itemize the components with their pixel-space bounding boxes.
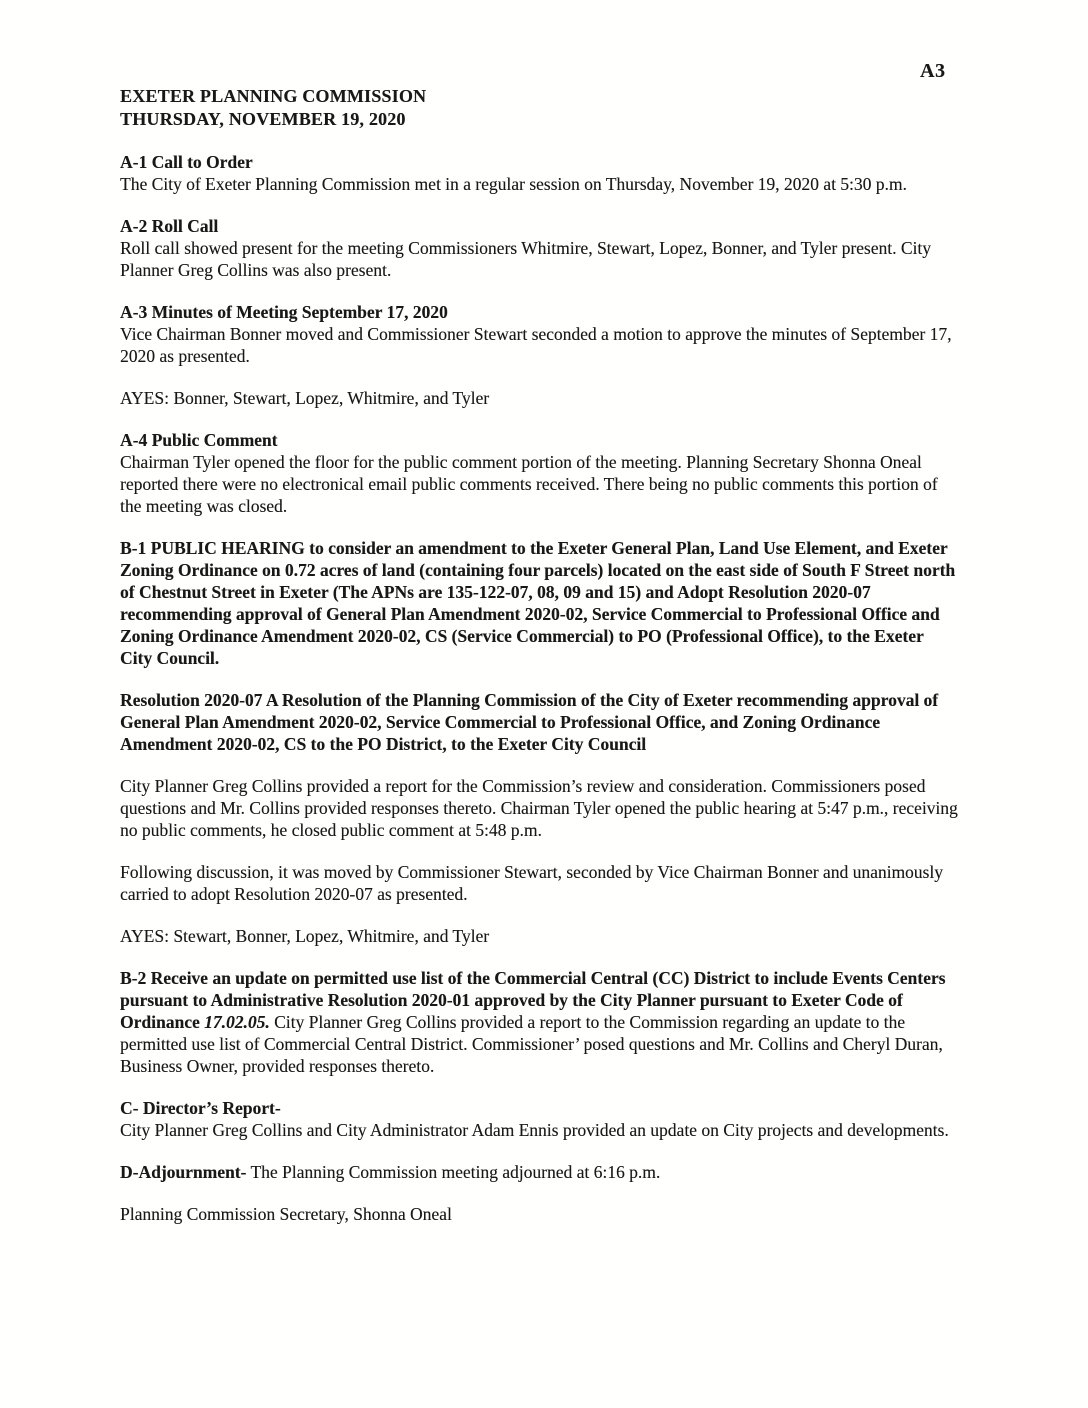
ayes-line-resolution-vote: AYES: Stewart, Bonner, Lopez, Whitmire, and Tyler [120,926,490,946]
section-c-heading: C- Director’s Report- [120,1098,281,1118]
section-a4-heading: A-4 Public Comment [120,430,278,450]
section-b2-paragraph: B-2 Receive an update on permitted use list of the Commercial Central (CC) District to include Events Centers pursuant to Administrative Resolution 2020-01 approved by the City Planner pursuant to Exeter Code of Ordinance 17.02.05. City Planner Greg Collins provided a report to the Commission regarding an update to the permitted use list of Commercial Central District. Commissioner’ posed questions and Mr. Collins and Cheryl Duran, Business Owner, provided responses thereto. [120,968,946,1076]
section-a1-paragraph: The City of Exeter Planning Commission met in a regular session on Thursday, November 19, 2020 at 5:30 p.m. [120,174,907,194]
section-a3-paragraph: Vice Chairman Bonner moved and Commissioner Stewart seconded a motion to approve the minutes of September 17, 2020 as presented. [120,324,952,366]
document-body [120,151,958,1225]
section-a3-heading: A-3 Minutes of Meeting September 17, 2020 [120,302,448,322]
section-d-adjournment: D-Adjournment- The Planning Commission meeting adjourned at 6:16 p.m. [120,1162,661,1182]
section-a4-paragraph: Chairman Tyler opened the floor for the public comment portion of the meeting. Planning Secretary Shonna Oneal reported there were no electronical email public comments received. There being no public comments this portion of the meeting was closed. [120,452,938,516]
resolution-2020-07-paragraph: Resolution 2020-07 A Resolution of the Planning Commission of the City of Exeter recommending approval of General Plan Amendment 2020-02, Service Commercial to Professional Office, and Zoning Ordinance Amendment 2020-02, CS to the PO District, to the Exeter City Council [120,690,939,754]
section-a2-paragraph: Roll call showed present for the meeting Commissioners Whitmire, Stewart, Lopez, Bonner, and Tyler present. City Planner Greg Collins was also present. [120,238,932,280]
section-c-paragraph: City Planner Greg Collins and City Administrator Adam Ennis provided an update on City projects and developments. [120,1120,949,1140]
ayes-line-minutes-vote: AYES: Bonner, Stewart, Lopez, Whitmire, and Tyler [120,388,490,408]
section-a2-heading: A-2 Roll Call [120,216,219,236]
document-date: THURSDAY, NOVEMBER 19, 2020 [120,109,406,129]
document-header [120,85,958,131]
b1-report-paragraph: City Planner Greg Collins provided a report for the Commission’s review and consideration. Commissioners posed questions and Mr. Collins provided responses thereto. Chairman Tyler opened the public hearing at 5:47 p.m., receiving no public comments, he closed public comment at 5:48 p.m. [120,776,958,840]
section-a1-heading: A-1 Call to Order [120,152,253,172]
secretary-signature-line: Planning Commission Secretary, Shonna Oneal [120,1204,452,1224]
document-content [120,85,958,1225]
b1-motion-paragraph: Following discussion, it was moved by Commissioner Stewart, seconded by Vice Chairman Bonner and unanimously carried to adopt Resolution 2020-07 as presented. [120,862,943,904]
section-b1-public-hearing: B-1 PUBLIC HEARING to consider an amendment to the Exeter General Plan, Land Use Element, and Exeter Zoning Ordinance on 0.72 acres of land (containing four parcels) located on the east side of South F Street north of Chestnut Street in Exeter (The APNs are 135-122-07, 08, 09 and 15) and Adopt Resolution 2020-07 recommending approval of General Plan Amendment 2020-02, Service Commercial to Professional Office and Zoning Ordinance Amendment 2020-02, CS (Service Commercial) to PO (Professional Office), to the Exeter City Council. [120,538,956,668]
document-title: EXETER PLANNING COMMISSION [120,86,427,106]
page-number: A3 [920,60,946,82]
